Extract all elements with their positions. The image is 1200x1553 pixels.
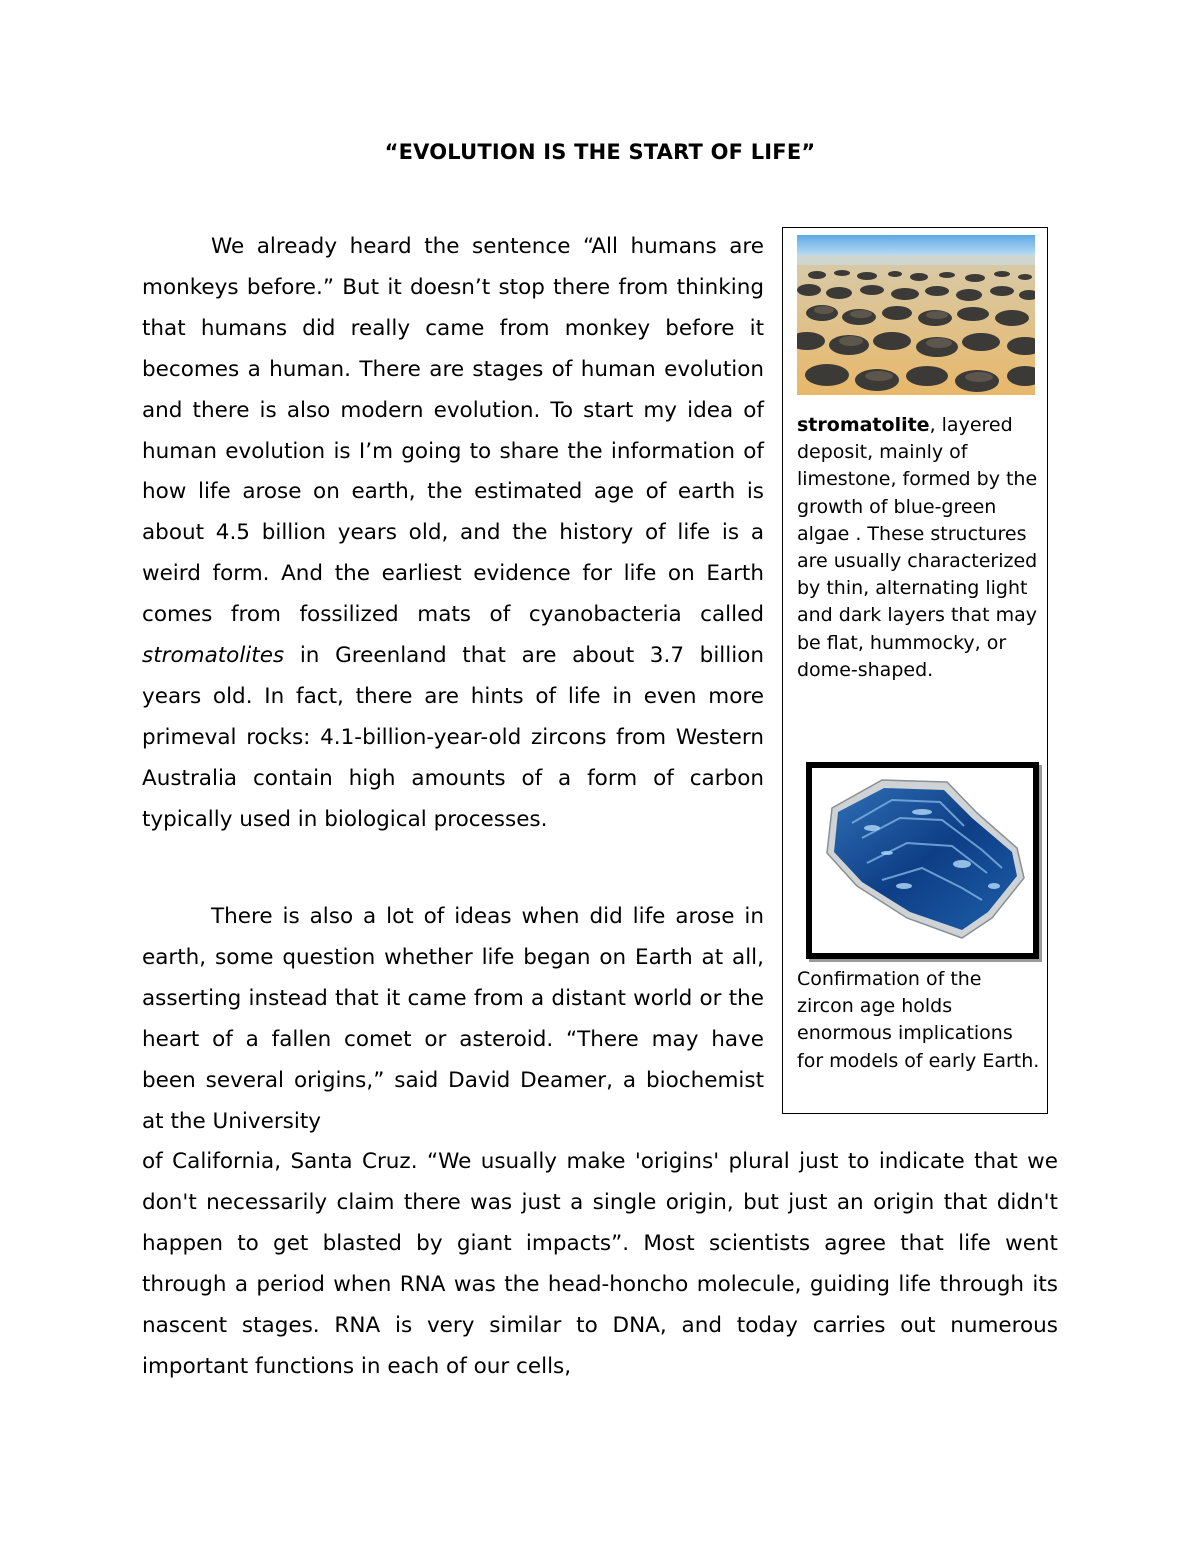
stromatolite-caption bbox=[797, 412, 1043, 684]
paragraph-1 bbox=[142, 227, 764, 841]
zircon-caption: Confirmation of the zircon age holds enormous implications for models of early Earth. bbox=[797, 968, 1040, 1072]
paragraph-1-text: We already heard the sentence “All humans are monkeys before.” But it doesn’t stop there from thinking that humans did really came from monkey before it becomes a human. There are stages of human evolution and there is also modern evolution. To start my idea of human evolution is I’m going to share the information of how life arose on earth, the estimated age of earth is about 4.5 billion years old, and the history of life is a weird form. And the earliest evidence for life on Earth comes from fossilized mats of cyanobacteria called bbox=[142, 234, 764, 628]
zircon-crystal-graphic bbox=[812, 768, 1033, 953]
zircon-image bbox=[806, 762, 1039, 959]
document-title: “EVOLUTION IS THE START OF LIFE” bbox=[384, 140, 816, 164]
paragraph-2-end: of California, Santa Cruz. “We usually make 'origins' plural just to indicate that we don't necessarily claim there was just a single origin, but just an origin that didn't happen to get blasted by giant impacts”. Most scientists agree that life went through a period when RNA was the head-honcho molecule, guiding life through its nascent stages. RNA is very similar to DNA, and today carries out numerous important functions in each of our cells, bbox=[142, 1149, 1058, 1379]
stromatolite-photo-graphic bbox=[797, 235, 1035, 395]
paragraph-2-start bbox=[142, 897, 764, 1142]
paragraph-2-start-text: There is also a lot of ideas when did life arose in earth, some question whether life began on Earth at all, asserting instead that it came from a distant world or the heart of a fallen comet or asteroid. “There may have been several origins,” said David Deamer, a biochemist at the University bbox=[142, 904, 764, 1134]
stromatolite-caption-term: stromatolite bbox=[797, 414, 930, 436]
sidebar-box bbox=[782, 227, 1048, 1114]
stromatolites-term: stromatolites bbox=[142, 643, 285, 669]
stromatolite-caption-text: , layered deposit, mainly of limestone, formed by the growth of blue-green algae . These structures are usually characterized by thin, alternating light and dark layers that may be flat, hummocky, or dome-shaped. bbox=[797, 414, 1038, 681]
stromatolite-image bbox=[797, 235, 1035, 395]
paragraph-1-end: in Greenland that are about 3.7 billion years old. In fact, there are hints of life in even more primeval rocks: 4.1-billion-year-old zircons from Western Australia contain high amounts of a form of carbon typically used in biological processes. bbox=[142, 643, 764, 832]
